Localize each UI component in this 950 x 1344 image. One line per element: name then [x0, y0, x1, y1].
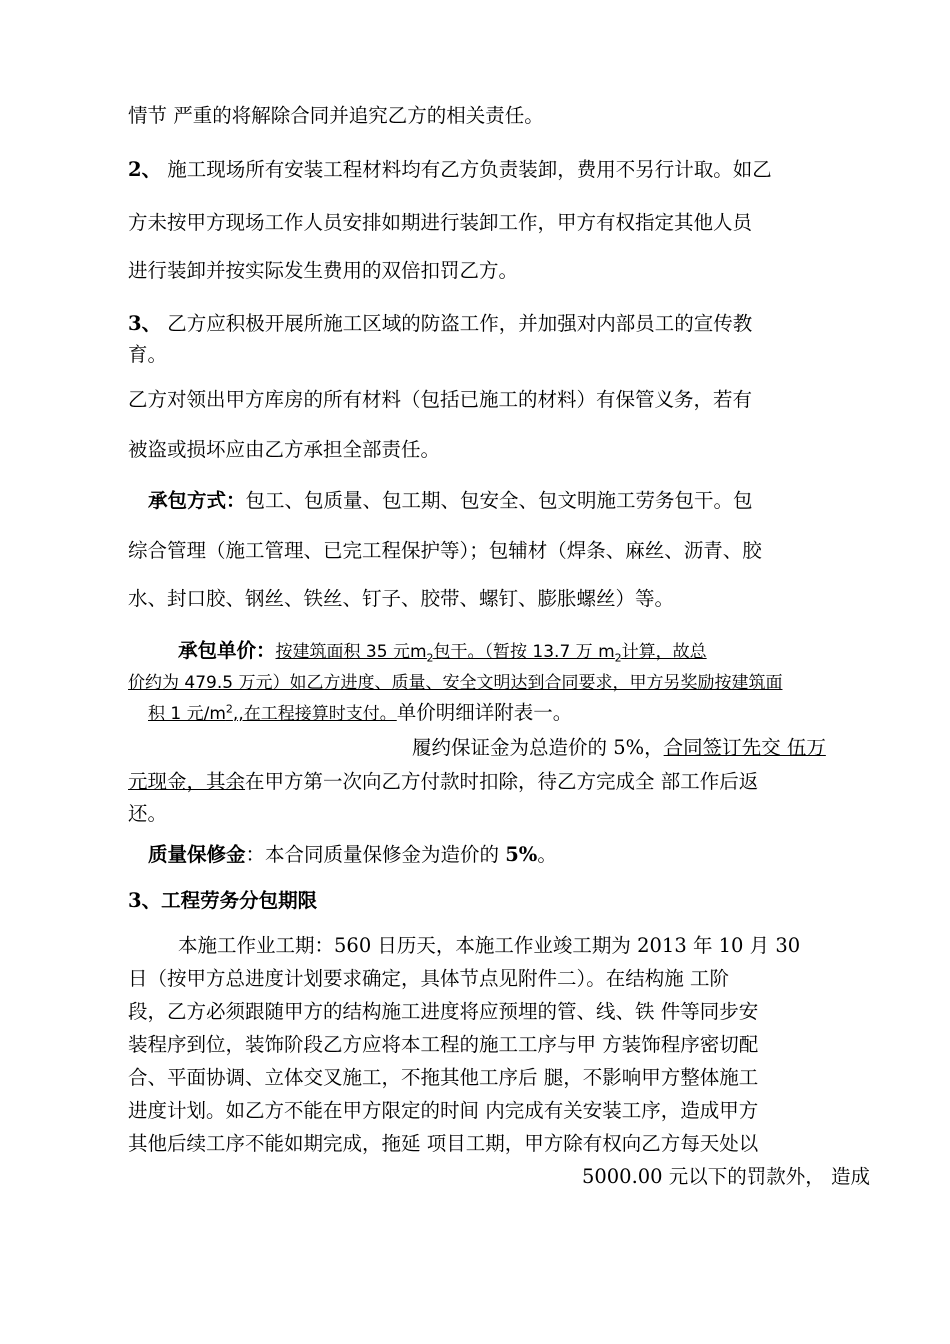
clause-number: 2、 [128, 158, 162, 181]
paragraph-line: 综合管理（施工管理、已完工程保护等）；包辅材（焊条、麻丝、沥青、胶 [128, 539, 762, 562]
unit-text: ,,在工程接算时支付。 [232, 704, 397, 724]
paragraph-line: 本施工作业工期：560 日历天，本施工作业竣工期为 2013 年 10 月 30 [178, 934, 801, 957]
paragraph-line: 装程序到位，装饰阶段乙方应将本工程的施工工序与甲 方装饰程序密切配 [128, 1033, 759, 1056]
contract-mode-line [148, 488, 753, 514]
deposit-text: 履约保证金为总造价的 5%， [412, 736, 664, 759]
paragraph-line: 合、平面协调、立体交叉施工，不拖其他工序后 腿，不影响甲方整体施工 [128, 1066, 759, 1089]
section-heading: 3、工程劳务分包期限 [128, 889, 318, 912]
paragraph-line: 水、封口胶、钢丝、铁丝、钉子、胶带、螺钉、膨胀螺丝）等。 [128, 587, 675, 610]
clause-3-line [128, 311, 752, 337]
paragraph-line: 5000.00 元以下的罚款外， 造成 [581, 1165, 870, 1188]
paragraph-line: 进度计划。如乙方不能在甲方限定的时间 内完成有关安装工序，造成甲方 [128, 1099, 759, 1122]
deposit-line [412, 735, 826, 761]
warranty-label: 质量保修金 [148, 843, 246, 866]
paragraph-line: 价约为 479.5 万元）如乙方进度、质量、安全文明达到合同要求，甲方另奖励按建筑面 [128, 673, 783, 693]
paragraph-line: 日（按甲方总进度计划要求确定，具体节点见附件二）。在结构施 工阶 [128, 967, 729, 990]
clause-text: 施工现场所有安装工程材料均有乙方负责装卸，费用不另行计取。如乙 [161, 158, 772, 181]
warranty-percent: 5% [505, 843, 538, 866]
deposit-underlined: 元现金，其余 [128, 770, 246, 793]
unit-price-end: 计算，故总 [621, 642, 707, 662]
unit-price-tail: 单价明细详附表一。 [396, 701, 573, 724]
clause-text: 乙方应积极开展所施工区域的防盗工作，并加强对内部员工的宣传教 [161, 312, 753, 335]
paragraph-line: 进行装卸并按实际发生费用的双倍扣罚乙方。 [128, 259, 519, 282]
clause-2-line [128, 157, 772, 183]
contract-mode-label: 承包方式： [148, 489, 246, 512]
paragraph-line: 还。 [128, 802, 168, 825]
unit-price-label: 承包单价： [178, 639, 276, 662]
contract-mode-text: 包工、包质量、包工期、包安全、包文明施工劳务包干。包 [245, 489, 753, 512]
paragraph-line: 方未按甲方现场工作人员安排如期进行装卸工作，甲方有权指定其他人员 [128, 211, 753, 234]
warranty-end: 。 [537, 843, 557, 866]
unit-price-underlined [148, 704, 397, 724]
paragraph-line: 被盗或损坏应由乙方承担全部责任。 [128, 438, 441, 461]
deposit-underlined: 合同签订先交 伍万 [663, 736, 826, 759]
unit-sub: 2 [426, 651, 434, 665]
unit-price-text [275, 642, 707, 665]
paragraph-line: 段，乙方必须跟随甲方的结构施工进度将应预埋的管、线、铁 件等同步安 [128, 1000, 759, 1023]
deposit-text: 在甲方第一次向乙方付款时扣除，待乙方完成全 部工作后返 [245, 770, 759, 793]
unit-sub: 2 [614, 651, 622, 665]
unit-price-line [178, 638, 707, 665]
unit-price-last-line [148, 700, 572, 727]
deposit-line [128, 769, 758, 795]
warranty-text: 本合同质量保修金为造价的 [265, 843, 506, 866]
unit-price-rate: 按建筑面积 35 元m [275, 642, 427, 662]
paragraph-line: 乙方对领出甲方库房的所有材料（包括已施工的材料）有保管义务，若有 [128, 388, 753, 411]
unit-price-area: 包干。（暂按 13.7 万 m [433, 642, 615, 662]
clause-number: 3、 [128, 312, 162, 335]
paragraph-line: 育。 [128, 343, 168, 366]
unit-sup: 2 [225, 702, 233, 716]
unit-text: 积 1 元/m [148, 704, 226, 724]
paragraph-line: 其他后续工序不能如期完成，拖延 项目工期，甲方除有权向乙方每天处以 [128, 1132, 759, 1155]
paragraph-line: 情节 严重的将解除合同并追究乙方的相关责任。 [128, 104, 544, 127]
warranty-colon: ： [245, 843, 266, 866]
warranty-line [148, 842, 557, 868]
